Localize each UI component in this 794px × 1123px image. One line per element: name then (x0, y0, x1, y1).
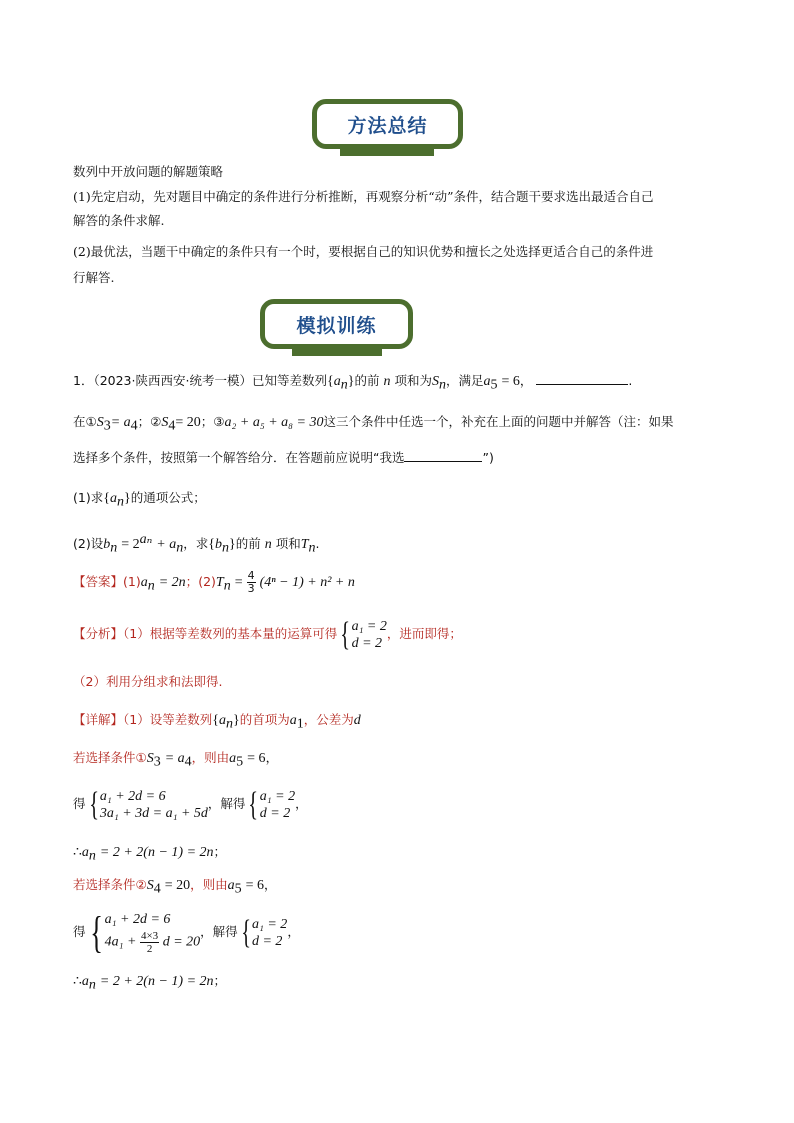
stem-text: . (628, 373, 633, 388)
case1-result (73, 843, 226, 866)
banner-bar (292, 344, 382, 356)
math-sub: n (88, 977, 96, 993)
strategy-p2-line1: (2)最优法，当题干中确定的条件只有一个时，要根据自己的知识优势和擅长之处选择更适合自己的条件进 (73, 244, 654, 259)
analysis-line2: （2）利用分组求和法即得. (73, 674, 223, 689)
brace: { (88, 785, 99, 823)
q2-text: (2)设 (73, 536, 104, 552)
math-cond3: a₂ + a₅ + a₈ = 30 (224, 415, 324, 430)
frac-num: 4 (247, 569, 255, 582)
q2-text: 的前 (235, 536, 261, 552)
math-S: S (146, 878, 154, 893)
sys-eq: a₁ = 2 (351, 618, 387, 634)
math-sub: n (116, 494, 124, 510)
brace: { (248, 785, 259, 823)
condition-choice-line1 (73, 413, 673, 436)
math-sub: n (223, 578, 231, 594)
semicolon: ； (213, 973, 227, 988)
question-1: (1)求$\{a_n\}$的通项公式； (73, 490, 206, 510)
math-sub: 3 (153, 754, 161, 770)
equation-system (252, 916, 287, 950)
math-b: b (214, 537, 222, 553)
math-n: n (264, 537, 272, 553)
math-sub: n (340, 377, 348, 393)
math-S: S (431, 374, 439, 389)
case2-result (73, 972, 226, 995)
case-text: ，则由 (191, 750, 230, 765)
choice-text: 选择多个条件，按照第一个解答给分．在答题前应说明“我选 (73, 450, 405, 465)
de-text: 得 (73, 796, 86, 811)
answer-blank[interactable] (536, 384, 628, 385)
math-sup: aₙ (139, 532, 153, 547)
math-sub: 1 (296, 716, 304, 732)
detail-text: 的首项为 (239, 712, 290, 727)
math-sub: 4 (184, 754, 192, 770)
math-sub: n (176, 540, 184, 556)
math-a: a (140, 575, 148, 590)
comma: ， (295, 796, 308, 811)
sys-eq: d = 2 (351, 635, 383, 651)
math-a: a (289, 713, 297, 728)
fraction (140, 930, 159, 955)
sys-eq: a₁ = 2 (251, 916, 288, 932)
math-eq: = 20 (164, 878, 191, 893)
math-sub: 3 (103, 418, 111, 434)
q1-text: (1)求 (73, 490, 104, 505)
math-result: = 2 + 2(n − 1) = 2n (99, 974, 214, 989)
math-sub: n (225, 716, 233, 732)
case-text: ， (264, 877, 277, 892)
detail-line1: 【详解】（1）设等差数列$\{a_n\}$的首项为$a_1$，公差为d (73, 712, 361, 732)
problem-stem: 1．（2023·陕西西安·统考一模）已知等差数列$\{a_n\}$的前 n 项和为$S_n$，满足$a_5 = 6$， . (73, 373, 633, 393)
math-a: a (333, 374, 341, 389)
solve-text: ，解得 (200, 924, 238, 939)
math-a: a (229, 751, 237, 766)
brace: { (240, 913, 251, 951)
math-sub: n (110, 540, 118, 556)
case2-system (73, 908, 300, 956)
choice-text: 这三个条件中任选一个，补充在上面的问题中并解答（注：如果 (323, 414, 674, 429)
banner-bar (340, 144, 434, 156)
case-text: 若选择条件② (73, 877, 147, 892)
de-text: 得 (73, 924, 86, 939)
equation-system (100, 788, 208, 822)
detail-label: 【详解】 (73, 712, 124, 727)
math-a: a (218, 713, 226, 728)
sys-eq: a₁ + 2d = 6 (104, 912, 171, 927)
math-eq: = a (110, 415, 131, 430)
section-banner-method (312, 99, 463, 149)
stem-text: 的前 (354, 373, 380, 388)
sys-eq: d = 20 (162, 934, 201, 950)
sys-eq: 3a₁ + 3d = a₁ + 5d (99, 805, 208, 821)
therefore-symbol: ∴ (73, 845, 82, 860)
sys-eq: a₁ + 2d = 6 (99, 788, 166, 804)
math-sub: n (438, 377, 446, 393)
strategy-p1-line2: 解答的条件求解. (73, 213, 165, 228)
q2-text: 项和 (275, 536, 301, 552)
choice-text: ；② (137, 414, 162, 429)
math-result: = 2 + 2(n − 1) = 2n (99, 845, 214, 860)
math-ans1: = 2n (158, 575, 186, 590)
stem-text: ， (519, 373, 533, 388)
math-T: T (215, 575, 224, 590)
semicolon: ； (213, 844, 227, 859)
frac-num: 4×3 (140, 930, 159, 942)
math-eq: = a (164, 751, 185, 766)
equation-system (260, 788, 295, 822)
math-T: T (300, 537, 309, 553)
condition-choice-line2 (73, 449, 494, 467)
choice-blank[interactable] (404, 461, 482, 462)
answer-label: 【答案】 (73, 574, 124, 589)
math-sub: n (88, 848, 96, 864)
case-text: ， (265, 750, 279, 765)
detail-text: （1）设等差数列 (123, 712, 213, 727)
sys-eq: d = 2 (259, 805, 291, 821)
math-a: a (483, 374, 491, 389)
section-title-practice: 模拟训练 (296, 314, 377, 337)
math-eq: = 2 (121, 537, 140, 553)
case2-line: 若选择条件$②S_4 = 20$，则由$a_5 = 6$， (73, 877, 277, 897)
math-a5-eq: = 6 (501, 374, 520, 389)
q2-text: . (315, 536, 320, 552)
math-sub: n (308, 540, 316, 556)
sys-eq: d = 2 (251, 933, 283, 949)
answer-part: (2) (198, 574, 216, 589)
detail-text: ，公差为 (303, 712, 354, 727)
answer-part: (1) (123, 574, 141, 589)
math-a: a (109, 491, 117, 506)
strategy-p2-line2: 行解答. (73, 270, 115, 285)
sys-eq: a₁ = 2 (259, 788, 296, 804)
problem-source: （2023·陕西西安·统考一模） (93, 373, 252, 388)
analysis-line1 (73, 616, 462, 652)
math-sub: 4 (168, 418, 176, 434)
math-a: a (81, 845, 89, 860)
math-eq: = 6 (247, 751, 266, 766)
choice-text: ”) (482, 450, 494, 465)
math-eq: = (234, 575, 243, 590)
analysis-text: ，进而即得； (386, 626, 462, 641)
stem-text: ，满足 (445, 373, 484, 388)
sys-eq: 4a₁ + (104, 934, 137, 950)
brace: { (340, 615, 351, 653)
frac-den: 2 (146, 943, 153, 955)
equation-system (105, 910, 201, 955)
answer-sep: ； (185, 574, 199, 589)
math-a: a (227, 878, 235, 893)
math-ans2-rest: (4ⁿ − 1) + n² + n (259, 575, 355, 590)
q2-text: ，求 (183, 536, 209, 552)
math-S: S (161, 415, 169, 430)
math-plus: + a (156, 537, 177, 553)
comma: ， (287, 924, 300, 939)
question-2: (2)设$b_n = 2^{a_n} + a_n$，求$\{b_n\}$的前 n 项和$T_n$. (73, 532, 320, 556)
case1-line: 若选择条件$①S_3 = a_4$，则由$a_5 = 6$， (73, 750, 279, 770)
frac-den: 3 (247, 582, 255, 595)
math-eq: = 6 (245, 878, 265, 893)
strategy-heading: 数列中开放问题的解题策略 (73, 164, 224, 179)
q1-text: 的通项公式； (130, 490, 206, 505)
stem-text: 项和为 (394, 373, 432, 388)
equation-system (352, 618, 387, 652)
analysis-text: （1）根据等差数列的基本量的运算可得 (123, 626, 338, 641)
math-sub: 4 (130, 418, 138, 434)
math-S: S (96, 415, 104, 430)
math-S: S (146, 751, 154, 766)
stem-text: 已知等差数列 (251, 373, 327, 388)
math-a: a (81, 974, 89, 989)
section-banner-practice (260, 299, 413, 349)
therefore-symbol: ∴ (73, 974, 82, 989)
choice-text: 在① (73, 414, 97, 429)
strategy-p1-line1: (1)先定启动，先对题目中确定的条件进行分析推断，再观察分析“动”条件，结合题干要求选出最适合自己 (73, 189, 654, 204)
fraction (247, 570, 256, 595)
case-text: ，则由 (190, 877, 228, 892)
math-sub: n (221, 540, 229, 556)
math-n: n (383, 374, 391, 389)
math-d: d (353, 713, 361, 728)
answer-line (73, 570, 355, 599)
math-sub: 4 (153, 881, 161, 897)
case1-system (73, 784, 308, 824)
analysis-label: 【分析】 (73, 626, 124, 641)
solve-text: ，解得 (207, 796, 246, 811)
math-b: b (103, 537, 111, 553)
case-text: 若选择条件① (73, 750, 147, 765)
brace: { (89, 907, 103, 957)
section-title-method: 方法总结 (347, 114, 428, 137)
choice-text: ；③ (200, 414, 225, 429)
math-sub: n (147, 578, 155, 594)
problem-number: 1． (73, 373, 94, 388)
math-eq: = 20 (175, 415, 201, 430)
